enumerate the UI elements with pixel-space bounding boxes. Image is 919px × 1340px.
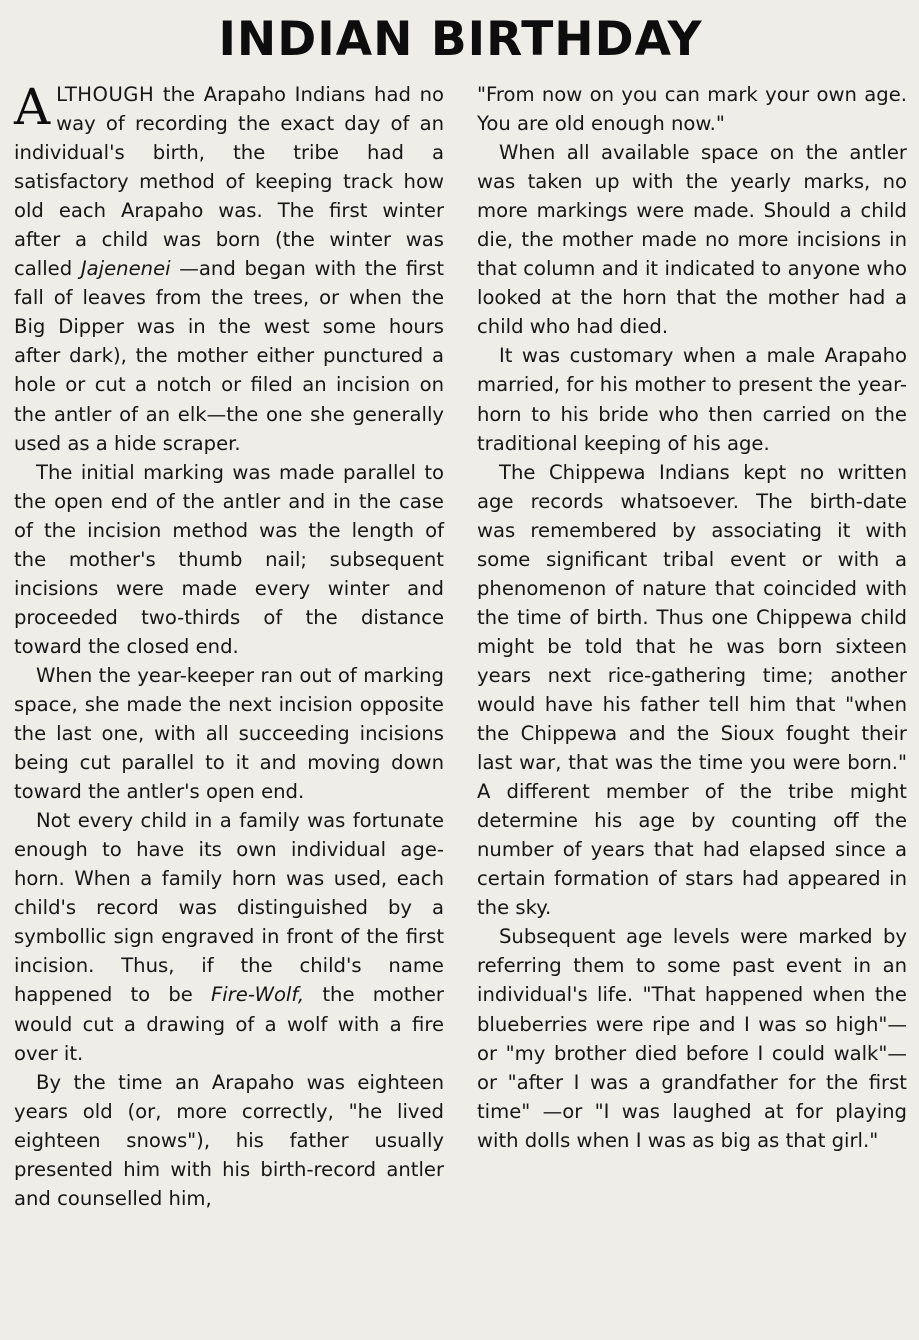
left-column: [14, 80, 444, 1213]
right-column: [477, 80, 907, 1213]
article-columns: [14, 80, 907, 1213]
article-title: INDIAN BIRTHDAY: [218, 12, 703, 67]
paragraph-8: It was customary when a male Arapaho married, for his mother to present the year-horn to his bride who then carried on the traditional keeping of his age.: [477, 344, 907, 455]
paragraph-4-text-a: Not every child in a family was fortunate enough to have its own individual age-horn. When a family horn was used, each child's record was distinguished by a symbollic sign engraved in front of the first incision. Thus, if the child's name happened to be: [14, 809, 444, 1007]
paragraph-4-text-b: the mother would cut a drawing of a wolf with a fire over it.: [14, 983, 444, 1065]
paragraph-7: When all available space on the antler was taken up with the yearly marks, no more markings were made. Should a child die, the mother made no more incisions in that column and it indicated to anyone who looked at the horn that the mother had a child who had died.: [477, 141, 907, 339]
paragraph-3: When the year-keeper ran out of marking space, she made the next incision opposite the last one, with all succeeding incisions being cut parallel to it and moving down toward the antler's open end.: [14, 663, 444, 804]
paragraph-1-text-a: the Arapaho Indians had no way of recording the exact day of an individual's birth, the tribe had a satisfactory method of keeping track how old each Arapaho was. The first winter after a child was born (the winter was called: [14, 83, 444, 281]
paragraph-4: [14, 806, 444, 1067]
paragraph-6: "From now on you can mark your own age. You are old enough now.": [477, 83, 907, 136]
paragraph-4-italic: Fire-Wolf,: [211, 983, 305, 1007]
paragraph-2: The initial marking was made parallel to the open end of the antler and in the case of the incision method was the length of the mother's thumb nail; subsequent incisions were made every winter and proceeded two-thirds of the distance toward the closed end.: [14, 460, 444, 658]
drop-cap: A: [14, 78, 51, 136]
paragraph-1-text-b: —and began with the first fall of leaves from the trees, or when the Big Dipper was in the west some hours after dark), the mother either punctured a hole or cut a notch or filed an incision on the antler of an elk—the one she generally used as a hide scraper.: [14, 257, 445, 455]
paragraph-10: Subsequent age levels were marked by referring them to some past event in an individual's life. "That happened when the blueberries were ripe and I was so high"—or "my brother died before I could walk"—or "after I was a grandfather for the first time" —or "I was laughed at for playing with dolls when I was as big as that girl.": [477, 925, 907, 1152]
paragraph-9: The Chippewa Indians kept no written age records whatsoever. The birth-date was remembered by associating it with some significant tribal event or with a phenomenon of nature that coincided with the time of birth. Thus one Chippewa child might be told that he was born sixteen years next rice-gathering time; another would have his father tell him that "when the Chippewa and the Sioux fought their last war, that was the time you were born." A different member of the tribe might determine his age by counting off the number of years that had elapsed since a certain formation of stars had appeared in the sky.: [477, 460, 907, 920]
paragraph-1-italic: Jajenenei: [80, 257, 171, 281]
opening-caps: LTHOUGH: [56, 83, 155, 106]
paragraph-5: By the time an Arapaho was eighteen years old (or, more correctly, "he lived eighteen snows"), his father usually presented him with his birth-record antler and counselled him,: [14, 1070, 444, 1210]
paragraph-1: [14, 80, 444, 458]
